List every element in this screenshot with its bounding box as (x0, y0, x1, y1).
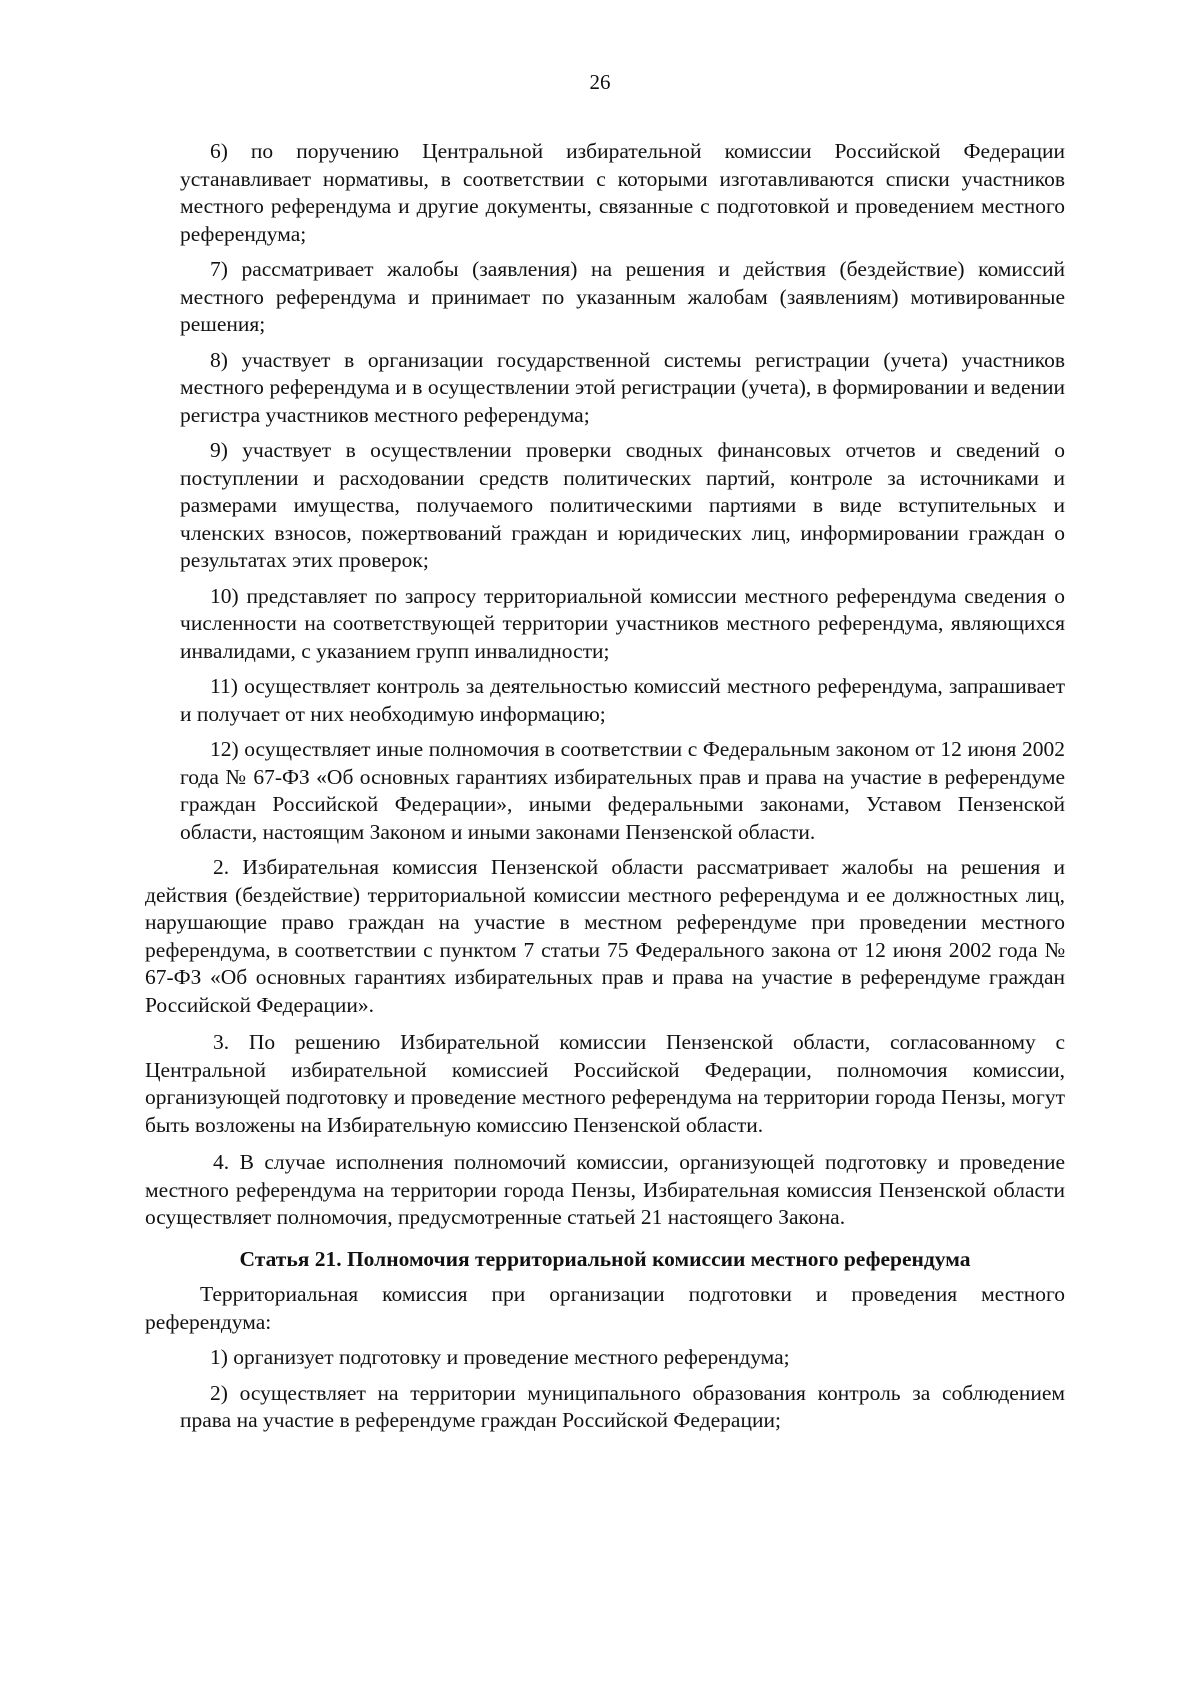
list-item: 9) участвует в осуществлении проверки сводных финансовых отчетов и сведений о поступлении и расходовании средств политических партий, контроле за источниками и размерами имущества, получаемого политическими партиями в виде вступительных и членских взносов, пожертвований граждан и юридических лиц, информировании граждан о результатах этих проверок; (180, 438, 1065, 572)
list-item: 7) рассматривает жалобы (заявления) на решения и действия (бездействие) комиссий местного референдума и принимает по указанным жалобам (заявлениям) мотивированные решения; (180, 257, 1065, 336)
paragraph-4: 4. В случае исполнения полномочий комиссии, организующей подготовку и проведение местного референдума на территории города Пензы, Избирательная комиссия Пензенской области осуществляет полномочия, предусмотренные статьей 21 настоящего Закона. (145, 1150, 1065, 1229)
list-item: 6) по поручению Центральной избирательной комиссии Российской Федерации устанавливает нормативы, в соответствии с которыми изготавливаются списки участников местного референдума и другие документы, связанные с подготовкой и проведением местного референдума; (180, 139, 1065, 246)
page-number: 26 (589, 70, 611, 94)
list-item: 2) осуществляет на территории муниципального образования контроль за соблюдением права на участие в референдуме граждан Российской Федерации; (180, 1380, 1065, 1432)
commission-powers-list (145, 138, 1065, 846)
article-title: Статья 21. Полномочия территориальной комиссии местного референдума (239, 1246, 971, 1271)
list-item: 1) организует подготовку и проведение местного референдума; (210, 1345, 790, 1369)
list-item: 11) осуществляет контроль за деятельностью комиссий местного референдума, запрашивает и получает от них необходимую информацию; (180, 674, 1065, 726)
list-item: 12) осуществляет иные полномочия в соответствии с Федеральным законом от 12 июня 2002 года № 67-ФЗ «Об основных гарантиях избирательных прав и права на участие в референдуме граждан Российской Федерации», иными федеральными законами, Уставом Пензенской области, настоящим Законом и иными законами Пензенской области. (180, 737, 1065, 844)
document-body (145, 138, 1065, 1443)
territorial-commission-powers-list (145, 1344, 1065, 1435)
list-item: 8) участвует в организации государственной системы регистрации (учета) участников местного референдума и в осуществлении этой регистрации (учета), в формировании и ведении регистра участников местного референдума; (180, 347, 1065, 427)
paragraph-3: 3. По решению Избирательной комиссии Пензенской области, согласованному с Центральной избирательной комиссией Российской Федерации, полномочия комиссии, организующей подготовку и проведение местного референдума на территории города Пензы, могут быть возложены на Избирательную комиссию Пензенской области. (145, 1030, 1065, 1137)
article-intro: Территориальная комиссия при организации подготовки и проведения местного референдума: (145, 1282, 1065, 1334)
list-item: 10) представляет по запросу территориальной комиссии местного референдума сведения о численности на соответствующей территории участников местного референдума, являющихся инвалидами, с указанием групп инвалидности; (180, 583, 1065, 663)
paragraph-2: 2. Избирательная комиссия Пензенской области рассматривает жалобы на решения и действия (бездействие) территориальной комиссии местного референдума и ее должностных лиц, нарушающие право граждан на участие в местном референдуме при проведении местного референдума, в соответствии с пунктом 7 статьи 75 Федерального закона от 12 июня 2002 года № 67-ФЗ «Об основных гарантиях избирательных прав и права на участие в референдуме граждан Российской Федерации». (145, 855, 1065, 1017)
